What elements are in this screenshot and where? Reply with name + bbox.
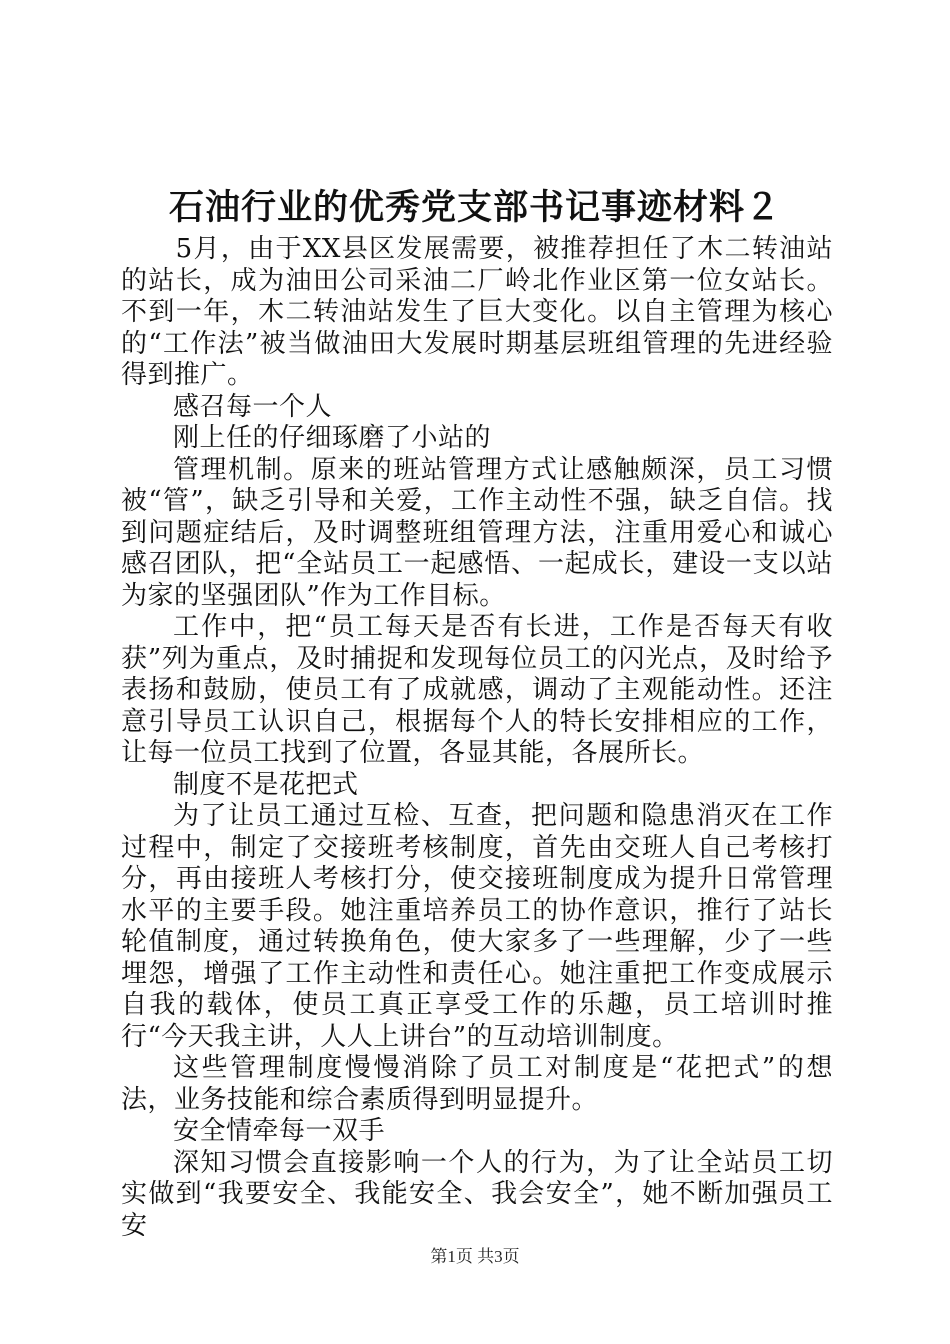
page-number-footer: 第1页 共3页 [430, 1247, 520, 1266]
paragraph-intro: 5月，由于XX县区发展需要，被推荐担任了木二转油站的站长，成为油田公司采油二厂岭北作业区第一位女站长。不到一年，木二转油站发生了巨大变化。以自主管理为核心的“工作法”被当做油田大发展时期基层班组管理的先进经验得到推广。 [121, 234, 833, 390]
paragraph-shift-handover: 为了让员工通过互检、互查，把问题和隐患消灭在工作过程中，制定了交接班考核制度，首先由交班人自己考核打分，再由接班人考核打分，使交接班制度成为提升日常管理水平的主要手段。她注重培养员工的协作意识，推行了站长轮值制度，通过转换角色，使大家多了一些理解，少了一些埋怨，增强了工作主动性和责任心。她注重把工作变成展示自我的载体，使员工真正享受工作的乐趣，员工培训时推行“今天我主讲，人人上讲台”的互动培训制度。 [121, 801, 833, 1052]
paragraph-daily-progress: 工作中，把“员工每天是否有长进，工作是否每天有收获”列为重点，及时捕捉和发现每位员工的闪光点，及时给予表扬和鼓励，使员工有了成就感，调动了主观能动性。还注意引导员工认识自己，根据每个人的特长安排相应的工作，让每一位员工找到了位置，各显其能，各展所长。 [121, 612, 833, 768]
paragraph-system-effect: 这些管理制度慢慢消除了员工对制度是“花把式”的想法，业务技能和综合素质得到明显提升。 [121, 1053, 833, 1115]
section-heading-safety: 安全情牵每一双手 [173, 1116, 386, 1146]
section-heading-system: 制度不是花把式 [173, 769, 359, 800]
paragraph-management-mechanism: 管理机制。原来的班站管理方式让感触颇深，员工习惯被“管”，缺乏引导和关爱，工作主动性不强，缺乏自信。找到问题症结后，及时调整班组管理方法，注重用爱心和诚心感召团队，把“全站员工一起感悟、一起成长，建设一支以站为家的坚强团队”作为工作目标。 [121, 454, 833, 611]
document-body [121, 234, 833, 1242]
document-title: 石油行业的优秀党支部书记事迹材料２ [168, 187, 781, 228]
paragraph-new-post: 刚上任的仔细琢磨了小站的 [173, 423, 492, 453]
paragraph-safety-habits: 深知习惯会直接影响一个人的行为，为了让全站员工切实做到“我要安全、我能安全、我会安全”，她不断加强员工安 [121, 1147, 833, 1241]
section-heading-inspire: 感召每一个人 [173, 391, 333, 422]
